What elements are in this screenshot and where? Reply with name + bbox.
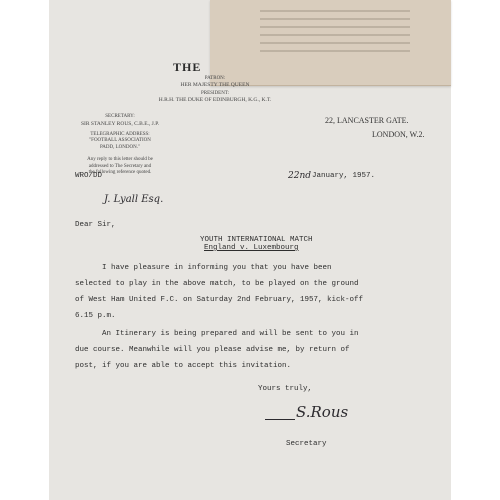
patron-label: PATRON: (204, 76, 226, 81)
reference-number: WRO/DD (75, 172, 103, 180)
paragraph-2-line-1: An Itinerary is being prepared and will be sent to you in (102, 330, 359, 338)
secretary-label: SECRETARY: (105, 114, 135, 119)
reply-note-3: the following reference quoted. (88, 170, 152, 176)
letterhead-title: THE (173, 60, 202, 74)
date-text: January, 1957. (312, 172, 376, 180)
telegraphic-line-2: PADD, LONDON." (99, 144, 141, 150)
signature-stroke (265, 419, 295, 420)
faint-typed-text (260, 10, 410, 54)
addressee: J. Lyall Esq. (104, 194, 164, 205)
closing: Yours truly, (258, 385, 313, 393)
reply-note-1: Any reply to this letter should be (87, 157, 153, 163)
telegraphic-label: TELEGRAPHIC ADDRESS: (90, 131, 150, 137)
date-day: 22nd (288, 171, 312, 181)
match-heading-2: England v. Luxembourg (204, 244, 299, 252)
match-heading-1: YOUTH INTERNATIONAL MATCH (200, 236, 313, 244)
paragraph-2-line-2: due course. Meanwhile will you please advise me, by return of (75, 346, 350, 354)
paragraph-1-line-2: selected to play in the above match, to be played on the ground (75, 280, 359, 288)
patron-name: HER MAJESTY THE QUEEN (180, 82, 250, 89)
president-label: PRESIDENT: (200, 91, 230, 97)
patron-block (155, 76, 275, 104)
paragraph-1-line-1: I have pleasure in informing you that you have been (102, 264, 332, 272)
telegraphic-line-1: "FOOTBALL ASSOCIATION (89, 138, 151, 144)
president-name: H.R.H. THE DUKE OF EDINBURGH, K.G., K.T. (158, 97, 272, 104)
paragraph-1-line-4: 6.15 p.m. (75, 312, 116, 320)
reply-note-2: addressed to The Secretary and (88, 163, 152, 169)
paragraph-1-line-3: of West Ham United F.C. on Saturday 2nd February, 1957, kick-off (75, 296, 364, 304)
overlapping-paper-sheet (210, 0, 451, 86)
address-line-1: 22, LANCASTER GATE. (325, 116, 409, 125)
address-line-2: LONDON, W.2. (372, 130, 425, 139)
secretary-name: SIR STANLEY ROUS, C.B.E., J.P. (80, 120, 160, 127)
salutation: Dear Sir, (75, 221, 116, 229)
signature: S.Rous (296, 403, 349, 421)
signatory-title: Secretary (286, 440, 327, 448)
paragraph-2-line-3: post, if you are able to accept this invitation. (75, 362, 292, 370)
